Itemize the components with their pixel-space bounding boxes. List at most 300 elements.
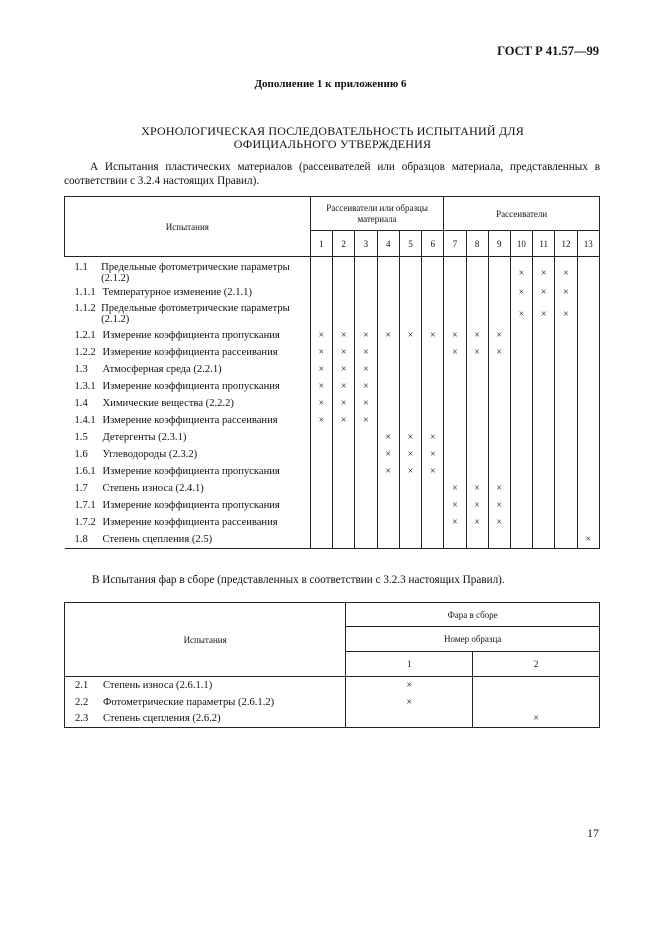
row-number: 1.4 xyxy=(74,398,88,409)
row-number: 1.3.1 xyxy=(74,381,96,392)
cell-col-4: × xyxy=(377,446,399,463)
row-number: 2.2 xyxy=(75,696,89,708)
cell-col-8 xyxy=(466,412,488,429)
cell-col-1 xyxy=(310,301,332,327)
supplement-title: Дополнение 1 к приложению 6 xyxy=(254,78,407,90)
cell-col-3: × xyxy=(355,344,377,361)
cell-col-7 xyxy=(444,301,466,327)
row-test-name: Степень сцепления (2.5) xyxy=(102,533,213,545)
cell-col-1: × xyxy=(346,677,473,694)
row-test-name: Температурное изменение (2.1.1) xyxy=(102,287,253,298)
cell-col-8 xyxy=(466,463,488,480)
cell-col-4 xyxy=(377,412,399,429)
cell-col-2 xyxy=(333,531,355,548)
cell-col-9: × xyxy=(488,344,510,361)
cell-col-3: × xyxy=(355,412,377,429)
cell-col-12 xyxy=(555,514,577,531)
row-test-name: Углеводороды (2.3.2) xyxy=(102,449,198,460)
row-test-name: Предельные фотометрические параметры (2.1.2) xyxy=(101,262,290,284)
row-number: 1.7.1 xyxy=(74,500,96,511)
cell-col-12 xyxy=(555,344,577,361)
cell-col-3: × xyxy=(355,378,377,395)
row-number: 1.3 xyxy=(74,364,88,375)
cell-col-7 xyxy=(444,446,466,463)
standard-header: ГОСТ Р 41.57—99 xyxy=(497,44,599,58)
table-a-group1-header: Рассеиватели или образцы материала xyxy=(310,197,444,231)
cell-col-7: × xyxy=(444,497,466,514)
cell-col-9: × xyxy=(488,480,510,497)
table-row xyxy=(65,284,600,301)
cell-col-6 xyxy=(422,344,444,361)
cell-col-3 xyxy=(355,301,377,327)
table_a-col-1: 1 xyxy=(310,231,332,257)
cell-col-12 xyxy=(555,378,577,395)
cell-col-6 xyxy=(422,361,444,378)
cell-col-13 xyxy=(577,412,599,429)
table-row xyxy=(65,327,600,344)
row-number: 1.1 xyxy=(74,262,88,273)
cell-col-1: × xyxy=(310,361,332,378)
cell-col-2 xyxy=(333,497,355,514)
cell-col-6 xyxy=(422,412,444,429)
table_a-col-9: 9 xyxy=(488,231,510,257)
cell-col-3: × xyxy=(355,327,377,344)
row-number: 1.7 xyxy=(74,483,88,494)
row-number: 1.6.1 xyxy=(74,466,96,477)
cell-col-12: × xyxy=(555,284,577,301)
cell-col-9 xyxy=(488,531,510,548)
cell-col-4: × xyxy=(377,429,399,446)
cell-col-2: × xyxy=(333,327,355,344)
cell-col-1 xyxy=(310,429,332,446)
cell-col-3 xyxy=(355,531,377,548)
cell-col-5 xyxy=(399,257,421,285)
row-test-name: Атмосферная среда (2.2.1) xyxy=(102,364,222,375)
cell-col-13 xyxy=(577,301,599,327)
cell-col-2 xyxy=(473,677,600,694)
table_a-col-4: 4 xyxy=(377,231,399,257)
cell-col-12 xyxy=(555,497,577,514)
cell-col-12 xyxy=(555,429,577,446)
cell-col-1 xyxy=(310,497,332,514)
cell-col-13 xyxy=(577,514,599,531)
row-number: 1.4.1 xyxy=(74,415,96,426)
cell-col-6: × xyxy=(422,463,444,480)
cell-col-6 xyxy=(422,480,444,497)
cell-col-12 xyxy=(555,412,577,429)
cell-col-5: × xyxy=(399,446,421,463)
cell-col-6 xyxy=(422,531,444,548)
row-number: 1.2.2 xyxy=(74,347,96,358)
cell-col-2: × xyxy=(333,395,355,412)
table-row xyxy=(65,395,600,412)
table-row xyxy=(65,677,600,694)
cell-col-2: × xyxy=(333,344,355,361)
cell-col-11 xyxy=(533,395,555,412)
cell-col-5 xyxy=(399,480,421,497)
cell-col-5: × xyxy=(399,463,421,480)
cell-col-8 xyxy=(466,531,488,548)
table-row xyxy=(65,531,600,548)
cell-col-10: × xyxy=(510,257,532,285)
row-test-name: Измерение коэффициента рассеивания xyxy=(102,415,278,426)
table_a-col-10: 10 xyxy=(510,231,532,257)
cell-col-11 xyxy=(533,497,555,514)
cell-col-13 xyxy=(577,463,599,480)
table-b-group-header: Фара в сборе xyxy=(346,603,600,627)
cell-col-4: × xyxy=(377,327,399,344)
cell-col-3 xyxy=(355,463,377,480)
main-title: ХРОНОЛОГИЧЕСКАЯ ПОСЛЕДОВАТЕЛЬНОСТЬ ИСПЫТАНИЙ ДЛЯ ОФИЦИАЛЬНОГО УТВЕРЖДЕНИЯ xyxy=(141,124,524,151)
cell-col-8: × xyxy=(466,480,488,497)
table-row xyxy=(65,257,600,285)
table_b-col-1: 1 xyxy=(346,652,473,677)
cell-col-9: × xyxy=(488,497,510,514)
cell-col-5 xyxy=(399,378,421,395)
cell-col-7 xyxy=(444,284,466,301)
cell-col-11 xyxy=(533,514,555,531)
table-row xyxy=(65,694,600,711)
cell-col-7 xyxy=(444,463,466,480)
cell-col-1: × xyxy=(310,327,332,344)
cell-col-7 xyxy=(444,395,466,412)
cell-col-8 xyxy=(466,378,488,395)
cell-col-5 xyxy=(399,395,421,412)
cell-col-1: × xyxy=(310,395,332,412)
cell-col-4 xyxy=(377,395,399,412)
table_a-col-3: 3 xyxy=(355,231,377,257)
cell-col-4: × xyxy=(377,463,399,480)
cell-col-11 xyxy=(533,463,555,480)
cell-col-12: × xyxy=(555,301,577,327)
cell-col-4 xyxy=(377,361,399,378)
cell-col-6 xyxy=(422,257,444,285)
cell-col-6: × xyxy=(422,446,444,463)
cell-col-10: × xyxy=(510,301,532,327)
cell-col-5 xyxy=(399,531,421,548)
table-a-group2-header: Рассеиватели xyxy=(444,197,600,231)
cell-col-13 xyxy=(577,497,599,514)
cell-col-9 xyxy=(488,257,510,285)
cell-col-13 xyxy=(577,327,599,344)
cell-col-4 xyxy=(377,497,399,514)
cell-col-10 xyxy=(510,446,532,463)
cell-col-1 xyxy=(310,463,332,480)
cell-col-2 xyxy=(473,694,600,711)
row-number: 1.5 xyxy=(74,432,88,443)
cell-col-8 xyxy=(466,429,488,446)
table_a-col-5: 5 xyxy=(399,231,421,257)
cell-col-11 xyxy=(533,361,555,378)
cell-col-12 xyxy=(555,361,577,378)
cell-col-11 xyxy=(533,531,555,548)
cell-col-2: × xyxy=(473,711,600,728)
cell-col-10 xyxy=(510,497,532,514)
table_a-col-12: 12 xyxy=(555,231,577,257)
cell-col-1 xyxy=(310,257,332,285)
cell-col-2 xyxy=(333,446,355,463)
cell-col-9 xyxy=(488,446,510,463)
cell-col-11: × xyxy=(533,257,555,285)
table_a-col-8: 8 xyxy=(466,231,488,257)
cell-col-1: × xyxy=(310,412,332,429)
row-test-name: Измерение коэффициента пропускания xyxy=(102,466,280,477)
cell-col-4 xyxy=(377,514,399,531)
cell-col-5 xyxy=(399,361,421,378)
row-test-name: Измерение коэффициента пропускания xyxy=(102,330,280,341)
row-test-name: Измерение коэффициента рассеивания xyxy=(102,517,278,528)
cell-col-3 xyxy=(355,480,377,497)
cell-col-7 xyxy=(444,361,466,378)
cell-col-1: × xyxy=(310,344,332,361)
cell-col-11 xyxy=(533,327,555,344)
cell-col-3: × xyxy=(355,395,377,412)
cell-col-13 xyxy=(577,344,599,361)
cell-col-2: × xyxy=(333,361,355,378)
cell-col-2 xyxy=(333,480,355,497)
cell-col-2 xyxy=(333,284,355,301)
cell-col-10 xyxy=(510,514,532,531)
cell-col-12 xyxy=(555,463,577,480)
row-number: 2.3 xyxy=(75,713,89,725)
cell-col-8: × xyxy=(466,344,488,361)
cell-col-2 xyxy=(333,463,355,480)
table-row xyxy=(65,429,600,446)
page-number: 17 xyxy=(587,826,599,840)
cell-col-1 xyxy=(310,514,332,531)
cell-col-13 xyxy=(577,480,599,497)
cell-col-10 xyxy=(510,480,532,497)
row-number: 1.6 xyxy=(74,449,88,460)
cell-col-11: × xyxy=(533,301,555,327)
cell-col-13 xyxy=(577,446,599,463)
cell-col-3 xyxy=(355,497,377,514)
cell-col-9 xyxy=(488,412,510,429)
cell-col-13: × xyxy=(577,531,599,548)
cell-col-2: × xyxy=(333,378,355,395)
cell-col-8 xyxy=(466,361,488,378)
cell-col-13 xyxy=(577,284,599,301)
cell-col-8 xyxy=(466,446,488,463)
cell-col-13 xyxy=(577,395,599,412)
cell-col-1 xyxy=(310,531,332,548)
table_a-col-11: 11 xyxy=(533,231,555,257)
cell-col-2 xyxy=(333,429,355,446)
cell-col-7 xyxy=(444,429,466,446)
cell-col-1: × xyxy=(346,694,473,711)
cell-col-11 xyxy=(533,412,555,429)
table-b xyxy=(64,602,600,728)
cell-col-6 xyxy=(422,301,444,327)
cell-col-8 xyxy=(466,257,488,285)
table_a-col-6: 6 xyxy=(422,231,444,257)
table-row xyxy=(65,497,600,514)
cell-col-10: × xyxy=(510,284,532,301)
cell-col-7: × xyxy=(444,327,466,344)
table-a-tests-header: Испытания xyxy=(65,197,311,257)
cell-col-9 xyxy=(488,301,510,327)
table-row xyxy=(65,412,600,429)
table-b-tests-header: Испытания xyxy=(65,603,346,677)
table_a-col-7: 7 xyxy=(444,231,466,257)
table-a xyxy=(64,196,600,549)
cell-col-11 xyxy=(533,480,555,497)
cell-col-11 xyxy=(533,446,555,463)
cell-col-9 xyxy=(488,361,510,378)
table-row xyxy=(65,301,600,327)
row-test-name: Предельные фотометрические параметры (2.1.2) xyxy=(101,303,290,325)
cell-col-5: × xyxy=(399,429,421,446)
cell-col-7: × xyxy=(444,514,466,531)
cell-col-5: × xyxy=(399,327,421,344)
cell-col-9 xyxy=(488,378,510,395)
cell-col-10 xyxy=(510,327,532,344)
cell-col-1 xyxy=(346,711,473,728)
cell-col-4 xyxy=(377,344,399,361)
cell-col-9 xyxy=(488,284,510,301)
cell-col-3 xyxy=(355,514,377,531)
cell-col-1 xyxy=(310,284,332,301)
cell-col-11 xyxy=(533,344,555,361)
row-number: 1.7.2 xyxy=(74,517,96,528)
table_a-col-13: 13 xyxy=(577,231,599,257)
table-row xyxy=(65,514,600,531)
cell-col-2: × xyxy=(333,412,355,429)
row-number: 2.1 xyxy=(75,679,89,691)
row-test-name: Измерение коэффициента рассеивания xyxy=(102,347,278,358)
cell-col-6: × xyxy=(422,429,444,446)
cell-col-4 xyxy=(377,284,399,301)
row-number: 1.1.2 xyxy=(74,303,96,314)
cell-col-1 xyxy=(310,446,332,463)
cell-col-3 xyxy=(355,284,377,301)
cell-col-7 xyxy=(444,257,466,285)
section-a-text: А Испытания пластических материалов (рассеивателей или образцов материала, представленных в соответствии с 3.2.4 настоящих Правил). xyxy=(64,161,600,187)
cell-col-11: × xyxy=(533,284,555,301)
cell-col-5 xyxy=(399,284,421,301)
cell-col-12 xyxy=(555,395,577,412)
table-b-subgroup-header: Номер образца xyxy=(346,627,600,652)
cell-col-2 xyxy=(333,257,355,285)
cell-col-10 xyxy=(510,429,532,446)
cell-col-4 xyxy=(377,480,399,497)
row-test-name: Фотометрические параметры (2.6.1.2) xyxy=(103,696,275,708)
row-test-name: Степень износа (2.6.1.1) xyxy=(103,679,213,691)
cell-col-7 xyxy=(444,412,466,429)
cell-col-4 xyxy=(377,257,399,285)
cell-col-5 xyxy=(399,514,421,531)
cell-col-7: × xyxy=(444,480,466,497)
row-test-name: Измерение коэффициента пропускания xyxy=(102,381,280,392)
cell-col-10 xyxy=(510,395,532,412)
table-row xyxy=(65,446,600,463)
cell-col-6 xyxy=(422,378,444,395)
cell-col-7 xyxy=(444,531,466,548)
cell-col-3: × xyxy=(355,361,377,378)
cell-col-8 xyxy=(466,301,488,327)
cell-col-8: × xyxy=(466,514,488,531)
cell-col-10 xyxy=(510,412,532,429)
cell-col-4 xyxy=(377,531,399,548)
table-row xyxy=(65,378,600,395)
table-row xyxy=(65,463,600,480)
cell-col-5 xyxy=(399,301,421,327)
cell-col-10 xyxy=(510,378,532,395)
table_a-col-2: 2 xyxy=(333,231,355,257)
table_b-col-2: 2 xyxy=(473,652,600,677)
row-number: 1.8 xyxy=(74,533,88,545)
cell-col-9 xyxy=(488,463,510,480)
cell-col-4 xyxy=(377,378,399,395)
cell-col-8: × xyxy=(466,497,488,514)
cell-col-7: × xyxy=(444,344,466,361)
cell-col-10 xyxy=(510,463,532,480)
cell-col-3 xyxy=(355,446,377,463)
cell-col-12 xyxy=(555,480,577,497)
cell-col-3 xyxy=(355,257,377,285)
table-row xyxy=(65,361,600,378)
cell-col-4 xyxy=(377,301,399,327)
cell-col-13 xyxy=(577,429,599,446)
cell-col-10 xyxy=(510,344,532,361)
row-test-name: Детергенты (2.3.1) xyxy=(102,432,187,443)
row-test-name: Измерение коэффициента пропускания xyxy=(102,500,280,511)
cell-col-6 xyxy=(422,497,444,514)
cell-col-5 xyxy=(399,412,421,429)
cell-col-10 xyxy=(510,531,532,548)
row-test-name: Степень сцепления (2.6.2) xyxy=(103,713,221,725)
cell-col-2 xyxy=(333,301,355,327)
cell-col-12 xyxy=(555,446,577,463)
row-number: 1.1.1 xyxy=(74,287,96,298)
cell-col-5 xyxy=(399,497,421,514)
row-test-name: Степень износа (2.4.1) xyxy=(102,483,204,494)
table-row xyxy=(65,480,600,497)
cell-col-12 xyxy=(555,531,577,548)
cell-col-9 xyxy=(488,395,510,412)
cell-col-13 xyxy=(577,378,599,395)
cell-col-12 xyxy=(555,327,577,344)
cell-col-8 xyxy=(466,284,488,301)
cell-col-10 xyxy=(510,361,532,378)
cell-col-9: × xyxy=(488,514,510,531)
cell-col-3 xyxy=(355,429,377,446)
cell-col-1: × xyxy=(310,378,332,395)
cell-col-1 xyxy=(310,480,332,497)
row-number: 1.2.1 xyxy=(74,330,96,341)
cell-col-8: × xyxy=(466,327,488,344)
cell-col-12: × xyxy=(555,257,577,285)
cell-col-11 xyxy=(533,378,555,395)
cell-col-6 xyxy=(422,395,444,412)
cell-col-13 xyxy=(577,361,599,378)
cell-col-11 xyxy=(533,429,555,446)
cell-col-2 xyxy=(333,514,355,531)
row-test-name: Химические вещества (2.2.2) xyxy=(102,398,234,409)
cell-col-8 xyxy=(466,395,488,412)
table-row xyxy=(65,344,600,361)
table-row xyxy=(65,711,600,728)
cell-col-9 xyxy=(488,429,510,446)
cell-col-5 xyxy=(399,344,421,361)
cell-col-7 xyxy=(444,378,466,395)
cell-col-13 xyxy=(577,257,599,285)
cell-col-9: × xyxy=(488,327,510,344)
cell-col-6 xyxy=(422,284,444,301)
cell-col-6 xyxy=(422,514,444,531)
section-b-text: В Испытания фар в сборе (представленных в соответствии с 3.2.3 настоящих Правил). xyxy=(92,574,505,586)
cell-col-6: × xyxy=(422,327,444,344)
